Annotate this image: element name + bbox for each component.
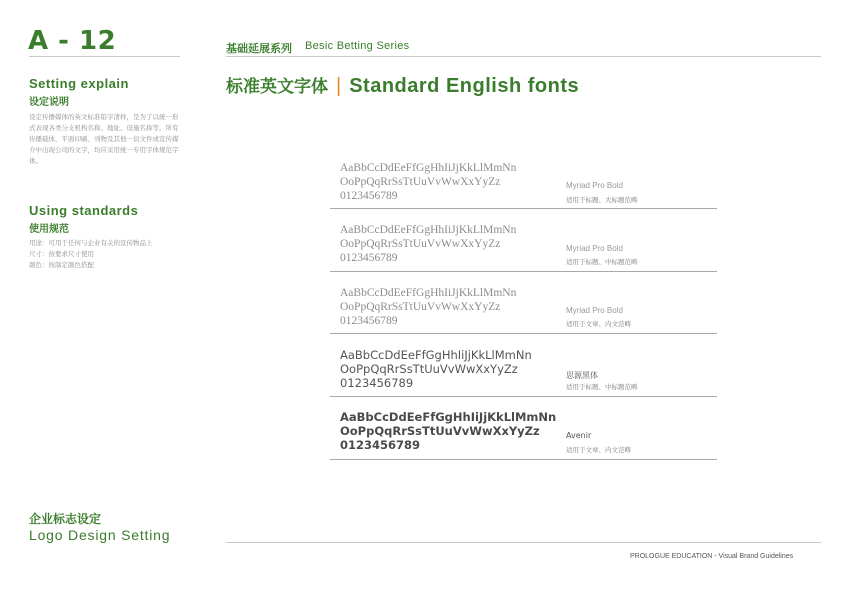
- specimen-rule-5: [330, 459, 717, 460]
- specimen-line-lower: OoPpQqRrSsTtUuVvWwXxYyZz: [340, 362, 518, 376]
- font-usage-1: 适用于标题、大标题范畴: [566, 197, 638, 204]
- using-item-color: 颜色：按制定颜色搭配: [29, 262, 94, 269]
- series-title-cn: 基础延展系列: [226, 43, 292, 55]
- using-item-size: 尺寸：按要求尺寸使用: [29, 251, 94, 258]
- specimen-rule-4: [330, 396, 717, 397]
- font-specimen-1: [340, 161, 516, 203]
- font-name-4: 思源黑体: [566, 371, 598, 380]
- font-specimen-5: [340, 410, 556, 452]
- page-heading: [226, 72, 579, 98]
- specimen-line-upper: AaBbCcDdEeFfGgHhIiJjKkLlMmNn: [340, 224, 517, 236]
- specimen-line-digits: 0123456789: [340, 315, 398, 327]
- font-usage-2: 适用于标题、中标题范畴: [566, 259, 638, 266]
- setting-explain-title: Setting explain: [29, 76, 129, 91]
- specimen-line-lower: OoPpQqRrSsTtUuVvWwXxYyZz: [340, 301, 501, 313]
- series-title-en: Besic Betting Series: [305, 40, 410, 52]
- heading-en: Standard English fonts: [349, 75, 580, 97]
- specimen-rule-3: [330, 333, 717, 334]
- using-item-purpose: 用途：可用于任何与企业有关的宣传物品上: [29, 240, 153, 247]
- heading-cn: 标准英文字体: [226, 77, 328, 96]
- font-usage-4: 适用于标题、中标题范畴: [566, 384, 638, 391]
- heading-separator: |: [336, 75, 342, 97]
- setting-explain-body: 设定传播媒体的英文标准铅字清样，是为了以统一形式表现各类分支机构名称、地址、设施名称等。所有传播载体，平面印刷、刊物及其他一切文件或宣传媒介中出现公司的文字，均应采用统一专用字体规范字体。: [29, 114, 179, 165]
- footer-rule: [226, 542, 821, 543]
- font-name-3: Myriad Pro Bold: [566, 306, 623, 315]
- header-rule-left: [29, 56, 180, 57]
- footer-title-cn: 企业标志设定: [29, 512, 102, 526]
- font-usage-3: 适用于文章、内文范畴: [566, 321, 631, 328]
- specimen-line-upper: AaBbCcDdEeFfGgHhIiJjKkLlMmNn: [340, 287, 517, 299]
- specimen-line-digits: 0123456789: [340, 438, 421, 452]
- font-specimen-4: [340, 348, 532, 390]
- font-name-5: Avenir: [566, 431, 592, 440]
- font-name-2: Myriad Pro Bold: [566, 244, 623, 253]
- specimen-line-upper: AaBbCcDdEeFfGgHhIiJjKkLlMmNn: [340, 348, 532, 362]
- header-rule-right: [226, 56, 821, 57]
- specimen-line-upper: AaBbCcDdEeFfGgHhIiJjKkLlMmNn: [340, 162, 517, 174]
- setting-explain-subtitle: 设定说明: [29, 97, 69, 108]
- specimen-line-lower: OoPpQqRrSsTtUuVvWwXxYyZz: [340, 238, 501, 250]
- specimen-line-digits: 0123456789: [340, 190, 398, 202]
- font-specimen-2: [340, 223, 516, 265]
- specimen-line-digits: 0123456789: [340, 376, 414, 390]
- using-standards-list: [29, 238, 153, 271]
- font-specimen-3: [340, 286, 516, 328]
- specimen-line-lower: OoPpQqRrSsTtUuVvWwXxYyZz: [340, 176, 501, 188]
- font-name-1: Myriad Pro Bold: [566, 181, 623, 190]
- using-standards-subtitle: 使用规范: [29, 224, 69, 235]
- using-standards-title: Using standards: [29, 203, 139, 218]
- brand-guidelines-label: PROLOGUE EDUCATION - Visual Brand Guidelines: [630, 553, 794, 560]
- page-code: A - 12: [28, 26, 117, 56]
- specimen-line-digits: 0123456789: [340, 252, 398, 264]
- footer-title-en: Logo Design Setting: [29, 527, 171, 543]
- specimen-rule-2: [330, 271, 717, 272]
- specimen-line-lower: OoPpQqRrSsTtUuVvWwXxYyZz: [340, 424, 540, 438]
- specimen-rule-1: [330, 208, 717, 209]
- specimen-line-upper: AaBbCcDdEeFfGgHhIiJjKkLlMmNn: [340, 410, 557, 424]
- font-usage-5: 适用于文章、内文范畴: [566, 447, 631, 454]
